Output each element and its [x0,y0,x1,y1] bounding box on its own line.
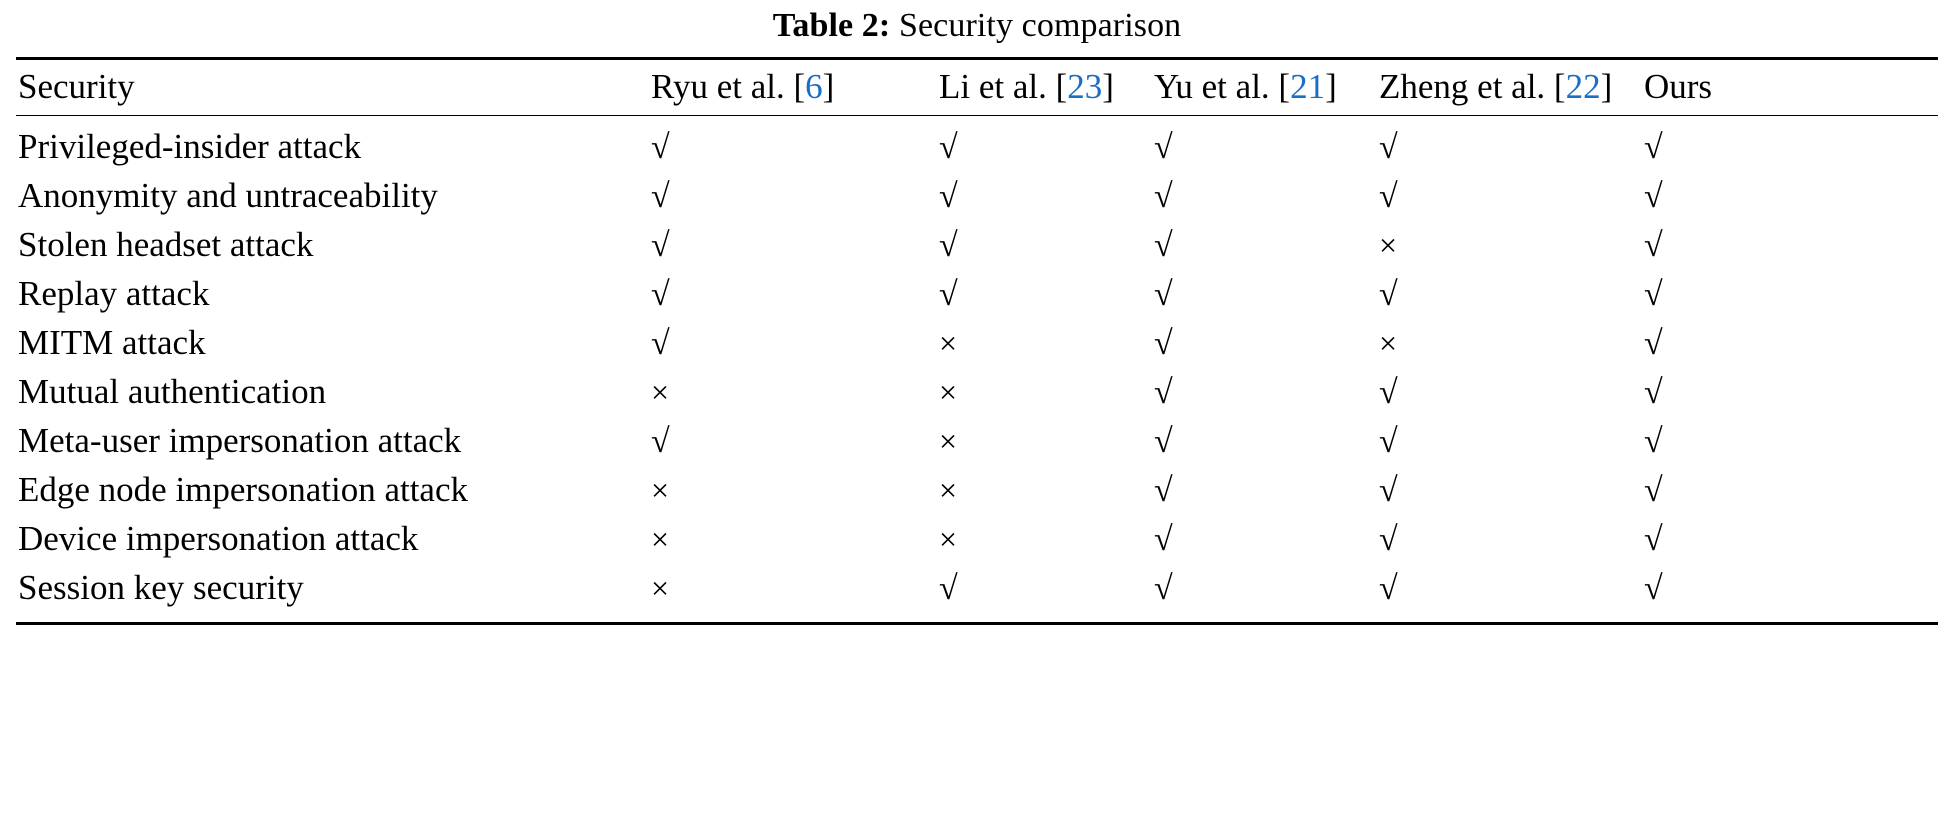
column-header-yu [1154,67,1379,109]
check-icon: √ [651,325,670,363]
cell-mark [651,270,939,319]
citation-ref[interactable]: 21 [1290,66,1326,106]
check-icon: √ [651,227,670,265]
table-row [16,515,1938,564]
column-header-security [16,67,651,109]
table-header [16,57,1938,123]
check-icon: √ [1154,227,1173,265]
cross-icon: × [939,374,958,411]
cross-icon: × [651,472,670,509]
check-icon: √ [939,178,958,216]
column-header-zheng [1379,67,1644,109]
table-row [16,123,1938,172]
cross-icon: × [1379,227,1398,264]
row-label: Anonymity and untraceability [18,176,438,216]
check-icon: √ [939,276,958,314]
cell-mark [1644,515,1938,564]
row-label: Mutual authentication [18,372,327,412]
check-icon: √ [1379,129,1398,167]
check-icon: √ [1379,570,1398,608]
cell-mark [1154,466,1379,515]
cell-mark [651,564,939,613]
cell-mark [1379,172,1644,221]
table-caption [16,0,1938,57]
column-header-ryu-label: Ryu et al. [ [651,66,806,106]
cell-mark [651,368,939,417]
citation-ref[interactable]: 6 [805,66,823,106]
check-icon: √ [1154,570,1173,608]
cross-icon: × [651,374,670,411]
check-icon: √ [1644,178,1663,216]
cell-mark [939,319,1154,368]
row-label: Stolen headset attack [18,225,314,265]
cell-mark [651,466,939,515]
cell-mark [1644,368,1938,417]
cell-mark [1644,564,1938,613]
header-row [16,67,1938,109]
security-comparison-table [16,57,1938,625]
check-icon: √ [1379,472,1398,510]
cell-mark [1644,319,1938,368]
cell-mark [1644,270,1938,319]
column-header-yu-close: ] [1325,66,1337,106]
column-header-ryu [651,67,939,109]
check-icon: √ [1644,374,1663,412]
check-icon: √ [1154,423,1173,461]
cell-mark [1154,221,1379,270]
table-row [16,466,1938,515]
check-icon: √ [1154,129,1173,167]
check-icon: √ [1154,472,1173,510]
cross-icon: × [939,423,958,460]
cell-mark [1379,123,1644,172]
table-row [16,319,1938,368]
check-icon: √ [1644,570,1663,608]
check-icon: √ [1154,374,1173,412]
cell-mark [939,368,1154,417]
citation-ref[interactable]: 22 [1565,66,1601,106]
mid-rule [16,109,1938,123]
column-header-zheng-close: ] [1600,66,1613,106]
citation-ref[interactable]: 23 [1067,66,1103,106]
cell-mark [1644,466,1938,515]
check-icon: √ [1644,423,1663,461]
cell-mark [651,221,939,270]
check-icon: √ [1644,276,1663,314]
table-row [16,368,1938,417]
table-body [16,123,1938,613]
check-icon: √ [1154,325,1173,363]
check-icon: √ [1379,521,1398,559]
cell-mark [1154,319,1379,368]
check-icon: √ [1644,129,1663,167]
caption-text: Security comparison [898,7,1182,44]
cell-mark [1644,417,1938,466]
cell-mark [1154,172,1379,221]
column-header-security-label: Security [18,66,135,106]
check-icon: √ [1379,423,1398,461]
cell-mark [1154,515,1379,564]
cell-mark [939,123,1154,172]
bottom-rule [16,613,1938,625]
cell-mark [1644,221,1938,270]
bottom-rule-row [16,613,1938,625]
column-header-ours [1644,67,1938,109]
caption-label: Table 2: [772,7,891,44]
cell-mark [1379,515,1644,564]
column-header-li-label: Li et al. [ [939,66,1068,106]
check-icon: √ [1379,276,1398,314]
check-icon: √ [1644,227,1663,265]
column-header-ours-label: Ours [1644,66,1713,106]
cross-icon: × [651,521,670,558]
row-label: Privileged-insider attack [18,127,362,167]
check-icon: √ [1644,325,1663,363]
check-icon: √ [651,423,670,461]
table-row [16,564,1938,613]
cell-mark [1379,221,1644,270]
check-icon: √ [651,276,670,314]
table-row [16,172,1938,221]
cell-mark [939,417,1154,466]
top-rule [16,57,1938,67]
table-footer [16,613,1938,625]
check-icon: √ [651,129,670,167]
row-label: Edge node impersonation attack [18,470,468,510]
check-icon: √ [1154,276,1173,314]
row-label: Meta-user impersonation attack [18,421,462,461]
check-icon: √ [1379,178,1398,216]
cell-mark [651,417,939,466]
top-rule-row [16,57,1938,67]
cell-mark [1379,417,1644,466]
cell-mark [1154,564,1379,613]
check-icon: √ [939,129,958,167]
row-label: Device impersonation attack [18,519,419,559]
cell-mark [651,515,939,564]
table-row [16,221,1938,270]
cell-mark [939,172,1154,221]
cell-mark [1154,368,1379,417]
cell-mark [939,466,1154,515]
column-header-li [939,67,1154,109]
cell-mark [939,515,1154,564]
cell-mark [939,564,1154,613]
cell-mark [651,172,939,221]
cell-mark [1644,172,1938,221]
cross-icon: × [651,570,670,607]
cell-mark [1379,564,1644,613]
cell-mark [1644,123,1938,172]
check-icon: √ [651,178,670,216]
cell-mark [1379,319,1644,368]
check-icon: √ [1644,521,1663,559]
check-icon: √ [1154,178,1173,216]
row-label: MITM attack [18,323,206,363]
check-icon: √ [1154,521,1173,559]
cell-mark [1154,123,1379,172]
check-icon: √ [939,227,958,265]
check-icon: √ [1379,374,1398,412]
cross-icon: × [939,325,958,362]
mid-rule-row [16,109,1938,123]
cell-mark [651,319,939,368]
table-row [16,417,1938,466]
check-icon: √ [939,570,958,608]
row-label: Replay attack [18,274,210,314]
table-row [16,270,1938,319]
column-header-ryu-close: ] [822,66,835,106]
cell-mark [939,221,1154,270]
check-icon: √ [1644,472,1663,510]
column-header-yu-label: Yu et al. [ [1154,66,1291,106]
cell-mark [1154,270,1379,319]
cell-mark [939,270,1154,319]
cell-mark [1379,270,1644,319]
column-header-zheng-label: Zheng et al. [ [1379,66,1566,106]
cell-mark [651,123,939,172]
cross-icon: × [1379,325,1398,362]
column-header-li-close: ] [1102,66,1114,106]
row-label: Session key security [18,568,304,608]
cross-icon: × [939,521,958,558]
cell-mark [1379,368,1644,417]
cell-mark [1154,417,1379,466]
cell-mark [1379,466,1644,515]
cross-icon: × [939,472,958,509]
